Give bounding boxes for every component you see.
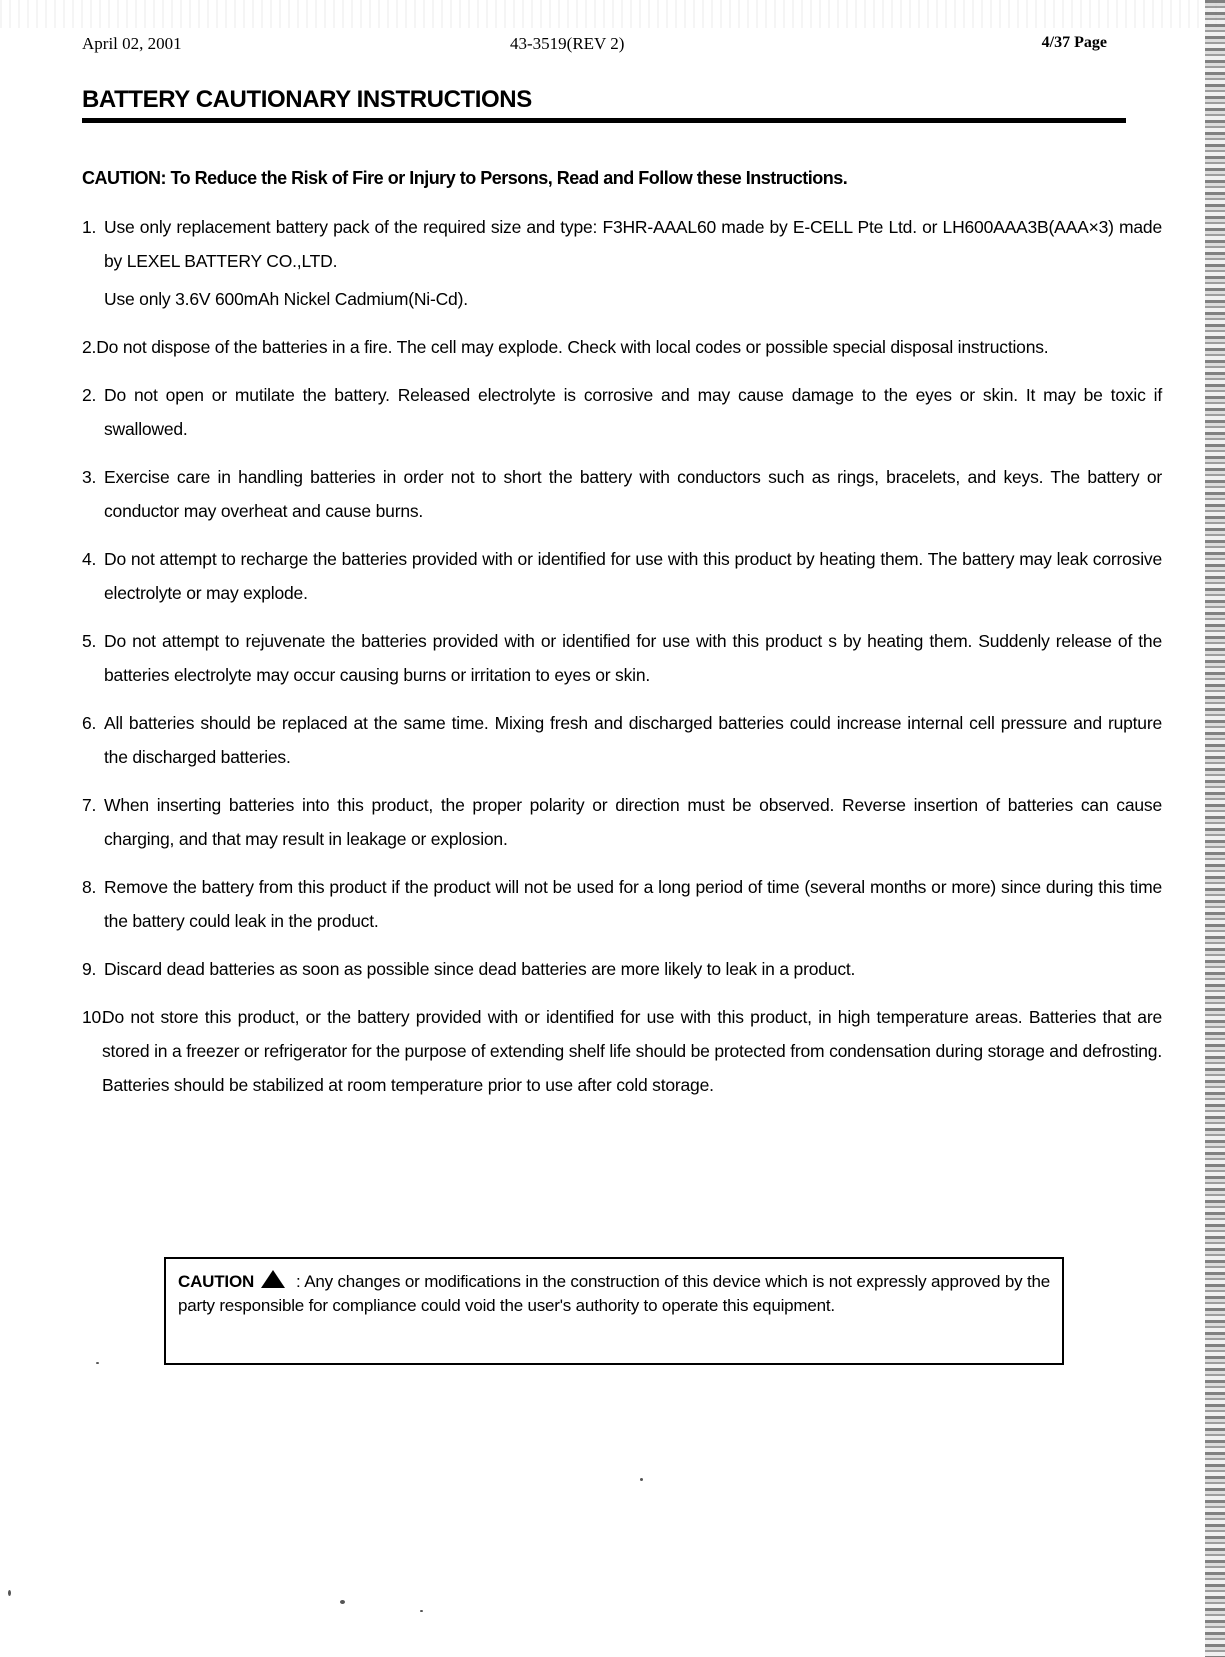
list-item (82, 378, 1162, 446)
scan-noise-top (0, 0, 1225, 28)
scan-speck (340, 1600, 345, 1604)
item-text: Exercise care in handling batteries in order not to short the battery with conductors such as rings, bracelets, and keys. The battery or conductor may overheat and cause burns. (104, 467, 1162, 521)
item-number: 9. (82, 959, 97, 979)
item-text: Do not attempt to rejuvenate the batteries provided with or identified for use with this product s by heating them. Suddenly release of the batteries electrolyte may occur causing burns or irritation to eyes or skin. (104, 631, 1162, 685)
item-text: Do not open or mutilate the battery. Released electrolyte is corrosive and may cause damage to the eyes or skin. It may be toxic if swallowed. (104, 385, 1162, 439)
caution-heading: CAUTION: To Reduce the Risk of Fire or Injury to Persons, Read and Follow these Instructions. (82, 168, 848, 188)
item-text: Remove the battery from this product if the product will not be used for a long period of time (several months or more) since during this time the battery could leak in the product. (104, 877, 1162, 931)
item-number: 6. (82, 713, 97, 733)
caution-box-text: : Any changes or modifications in the construction of this device which is not expressly approved by the party responsible for compliance could void the user's authority to operate this equipment. (178, 1272, 1050, 1315)
item-text: Do not attempt to recharge the batteries provided with or identified for use with this product by heating them. The battery may leak corrosive electrolyte or may explode. (104, 549, 1162, 603)
item-number: 5. (82, 631, 97, 651)
scan-edge-right (1205, 0, 1225, 1657)
list-item (82, 210, 1162, 316)
list-item (82, 542, 1162, 610)
list-item (82, 460, 1162, 528)
scan-speck (96, 1362, 99, 1364)
scan-speck (8, 1590, 11, 1596)
list-item (82, 952, 1162, 986)
warning-triangle-icon (260, 1269, 286, 1295)
item-text: When inserting batteries into this product, the proper polarity or direction must be observed. Reverse insertion of batteries can cause charging, and that may result in leakage or explosion. (104, 795, 1162, 849)
item-subline: Use only 3.6V 600mAh Nickel Cadmium(Ni-Cd). (104, 289, 468, 309)
header-doc-number: 43-3519(REV 2) (510, 34, 625, 53)
list-item (82, 330, 1162, 364)
item-text: All batteries should be replaced at the same time. Mixing fresh and discharged batteries could increase internal cell pressure and rupture the discharged batteries. (104, 713, 1162, 767)
list-item (82, 870, 1162, 938)
item-number: 10. (82, 1007, 106, 1027)
list-item (82, 1000, 1162, 1102)
instruction-list (82, 210, 1162, 1116)
item-number: 2. (82, 385, 97, 405)
item-text: Discard dead batteries as soon as possible since dead batteries are more likely to leak in a product. (104, 959, 856, 979)
caution-box-label: CAUTION (178, 1272, 255, 1291)
page-title: BATTERY CAUTIONARY INSTRUCTIONS (82, 86, 532, 113)
item-number: 4. (82, 549, 97, 569)
list-item (82, 788, 1162, 856)
item-number: 7. (82, 795, 97, 815)
item-text: Do not dispose of the batteries in a fire. The cell may explode. Check with local codes or possible special disposal instructions. (96, 337, 1049, 357)
list-item (82, 624, 1162, 692)
header-date: April 02, 2001 (82, 34, 182, 53)
item-text: Use only replacement battery pack of the required size and type: F3HR-AAAL60 made by E-CELL Pte Ltd. or LH600AAA3B(AAA×3) made by LEXEL BATTERY CO.,LTD. (104, 217, 1162, 271)
scan-speck (640, 1478, 643, 1481)
header-page-number: 4/37 Page (1041, 34, 1107, 51)
scan-speck (420, 1610, 423, 1612)
page-header (82, 30, 1107, 56)
item-number: 2. (82, 337, 97, 357)
item-number: 8. (82, 877, 97, 897)
item-text: Do not store this product, or the battery provided with or identified for use with this product, in high temperature areas. Batteries that are stored in a freezer or refrigerator for the purpose of extending shelf life should be protected from condensation during storage and defrosting. Batteries should be stabilized at room temperature prior to use after cold storage. (102, 1007, 1162, 1095)
caution-box (164, 1257, 1064, 1365)
list-item (82, 706, 1162, 774)
title-underline (82, 118, 1126, 123)
item-number: 3. (82, 467, 97, 487)
item-number: 1. (82, 217, 97, 237)
